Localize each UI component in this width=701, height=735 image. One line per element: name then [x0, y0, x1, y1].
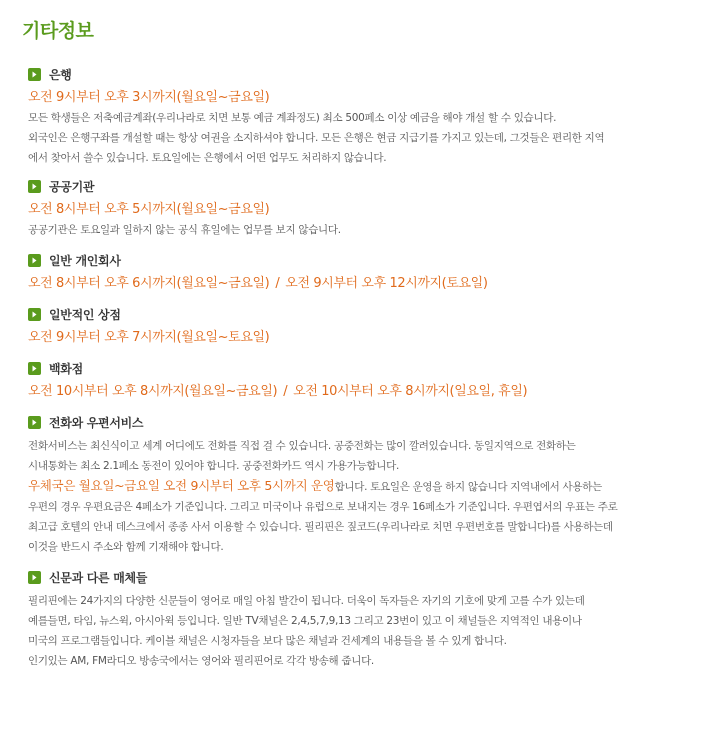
play-bullet-icon [28, 416, 41, 429]
section-title: 공공기관 [49, 179, 95, 194]
body-line: 필리핀에는 24가지의 다양한 신문들이 영어로 매일 아침 발간이 됩니다. 더욱이 독자들은 자기의 기호에 맞게 고를 수가 있는데 [28, 595, 585, 607]
section-body [28, 591, 691, 671]
body-line: 최고급 호텔의 안내 데스크에서 종종 사서 이용할 수 있습니다. 필리핀은 짚코드(우리나라로 치면 우편번호를 말합니다)를 사용하는데 [28, 521, 613, 533]
section-department-store [28, 358, 691, 402]
business-hours [28, 382, 691, 402]
section-body [28, 436, 691, 557]
business-hours: 오전 9시부터 오후 3시까지(월요일~금요일) [28, 90, 270, 105]
body-line-rest: 합니다. 토요일은 운영을 하지 않습니다 지역내에서 사용하는 [334, 481, 602, 493]
play-bullet-icon [28, 571, 41, 584]
holiday-hours: 오전 10시부터 오후 8시까지(일요일, 휴일) [293, 384, 528, 399]
section-header [28, 304, 691, 324]
saturday-hours: 오전 9시부터 오후 12시까지(토요일) [285, 276, 488, 291]
body-line [28, 476, 691, 497]
post-office-hours: 우체국은 월요일~금요일 오전 9시부터 오후 5시까지 운영 [28, 478, 335, 493]
body-line: 인기있는 AM, FM라디오 방송국에서는 영어와 필리핀어로 각각 방송해 줍니다. [28, 655, 374, 667]
page-title: 기타정보 [22, 20, 94, 42]
weekday-hours: 오전 8시부터 오후 6시까지(월요일~금요일) [28, 276, 270, 291]
business-hours [28, 274, 691, 294]
body-line: 외국인은 은행구좌를 개설할 때는 항상 여권을 소지하셔야 합니다. 모든 은행은 현금 지급기를 가지고 있는데, 그것들은 편리한 지역 [28, 132, 605, 144]
section-header [28, 176, 691, 196]
section-body [28, 220, 691, 240]
hours-separator: / [275, 276, 280, 291]
section-title: 신문과 다른 매체들 [49, 570, 148, 585]
hours-separator: / [283, 384, 288, 399]
body-line: 미국의 프로그램들입니다. 케이블 채널은 시청자들을 보다 많은 채널과 건세계의 내용들을 볼 수 있게 합니다. [28, 635, 507, 647]
section-title: 일반 개인회사 [49, 253, 121, 268]
section-phone-postal [28, 412, 691, 557]
body-line: 이것을 반드시 주소와 함께 기재해야 합니다. [28, 541, 224, 553]
play-bullet-icon [28, 362, 41, 375]
body-line: 공공기관은 토요일과 일하지 않는 공식 휴일에는 업무를 보지 않습니다. [28, 224, 341, 236]
body-line: 전화서비스는 최신식이고 세계 어디에도 전화를 직접 걸 수 있습니다. 공중전화는 많이 깔려있습니다. 동일지역으로 전화하는 [28, 440, 576, 452]
body-line: 예를들면, 타임, 뉴스윅, 아시아윅 등입니다. 일반 TV채널은 2,4,5,7,9,13 그리고 23번이 있고 이 채널들은 지역적인 내용이나 [28, 615, 582, 627]
section-title: 전화와 우편서비스 [49, 415, 144, 430]
play-bullet-icon [28, 68, 41, 81]
weekday-hours: 오전 10시부터 오후 8시까지(월요일~금요일) [28, 384, 278, 399]
section-title: 백화점 [49, 361, 83, 376]
body-line: 모든 학생들은 저축예금계좌(우리나라로 치면 보통 예금 계좌정도) 최소 500페소 이상 예금을 해야 개설 할 수 있습니다. [28, 112, 557, 124]
body-line: 우편의 경우 우편요금은 4페소가 기준입니다. 그리고 미국이나 유럽으로 보내지는 경우 16페소가 기준입니다. 우편엽서의 우표는 주로 [28, 501, 618, 513]
play-bullet-icon [28, 308, 41, 321]
section-header [28, 567, 691, 587]
section-body [28, 108, 691, 168]
section-header [28, 412, 691, 432]
section-title: 은행 [49, 67, 72, 82]
play-bullet-icon [28, 254, 41, 267]
body-line: 에서 찾아서 쓸수 있습니다. 토요일에는 은행에서 어떤 업무도 처리하지 않습니다. [28, 152, 387, 164]
section-bank [28, 64, 691, 168]
section-media [28, 567, 691, 671]
section-header [28, 64, 691, 84]
section-header [28, 358, 691, 378]
section-header [28, 250, 691, 270]
section-stores [28, 304, 691, 348]
play-bullet-icon [28, 180, 41, 193]
section-title: 일반적인 상점 [49, 307, 121, 322]
section-private-company [28, 250, 691, 294]
business-hours: 오전 9시부터 오후 7시까지(월요일~토요일) [28, 330, 270, 345]
section-public-offices [28, 176, 691, 240]
body-line: 시내통화는 최소 2.1페소 동전이 있어야 합니다. 공중전화카드 역시 가용가능합니다. [28, 460, 399, 472]
business-hours: 오전 8시부터 오후 5시까지(월요일~금요일) [28, 202, 270, 217]
